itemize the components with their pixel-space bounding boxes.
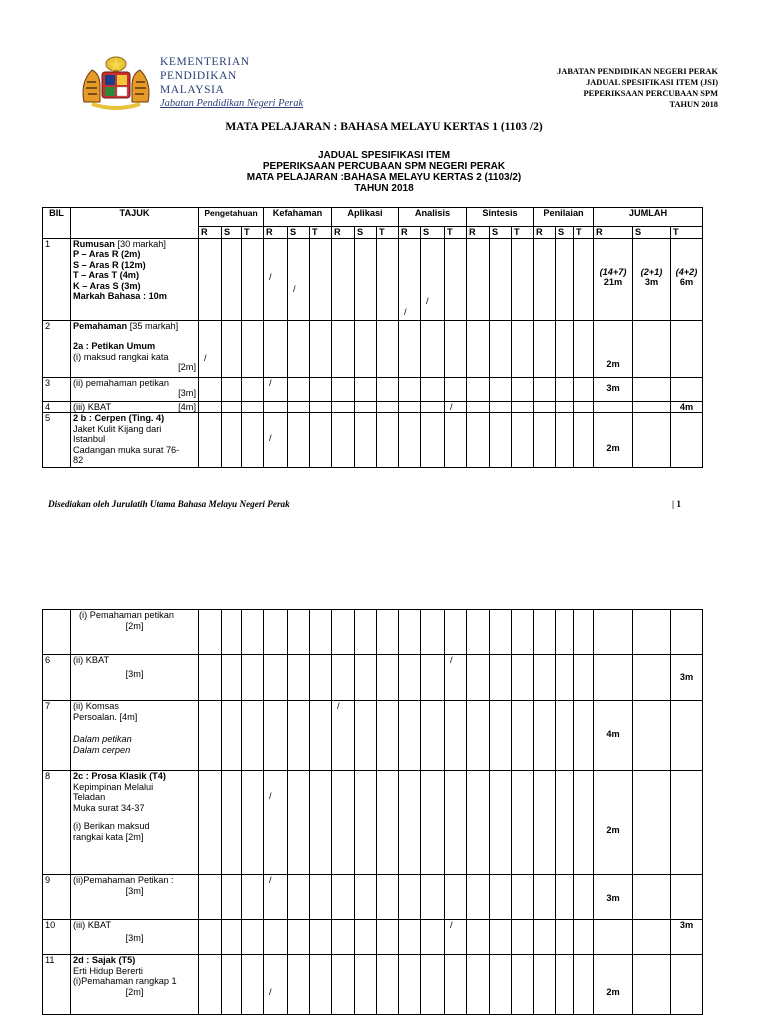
- subject-title: MATA PELAJARAN : BAHASA MELAYU KERTAS 1 (1103 /2): [225, 121, 543, 133]
- jumlah-r: 2m: [594, 771, 633, 875]
- tajuk-marks: [3m]: [178, 388, 196, 398]
- table-row: [43, 401, 703, 413]
- check-mark: /: [264, 238, 288, 320]
- tajuk-bold: 2d : Sajak (T5): [73, 955, 136, 965]
- ministry-line-1: KEMENTERIAN: [160, 56, 250, 68]
- tajuk-italic: Dalam petikan: [73, 734, 132, 744]
- jumlah-t: 3m: [671, 920, 703, 955]
- jumlah-r: 2m: [594, 413, 633, 468]
- tajuk-line: K – Aras S (3m): [73, 280, 141, 291]
- tajuk-item: (i) maksud rangkai kata: [73, 351, 169, 362]
- jsi-line-2: PEPERIKSAAN PERCUBAAN SPM NEGERI PERAK: [262, 161, 506, 172]
- col-s: S: [222, 227, 242, 239]
- row-bil: [43, 610, 71, 655]
- tajuk-bold: Rumusan: [73, 238, 115, 249]
- jsi-line-4: TAHUN 2018: [354, 183, 414, 194]
- table-row: [43, 377, 703, 401]
- tajuk-item: (i) Pemahaman petikan: [79, 610, 174, 620]
- col-s: S: [288, 227, 310, 239]
- col-s: S: [421, 227, 445, 239]
- jumlah-t: 3m: [671, 655, 703, 701]
- jumlah-r: 4m: [594, 701, 633, 771]
- tajuk-line: T – Aras T (4m): [73, 270, 140, 280]
- row-tajuk: [71, 610, 199, 655]
- tajuk-line: Kepimpinan Melalui: [73, 781, 154, 792]
- table-row: [43, 771, 703, 875]
- spec-table-page-2: [42, 609, 703, 1015]
- sintesis-header: Sintesis: [467, 208, 534, 227]
- tajuk-bold: Pemahaman: [73, 320, 128, 331]
- spec-table-page-1: [42, 207, 703, 468]
- col-t: T: [574, 227, 594, 239]
- malaysia-crest-logo: [74, 52, 158, 112]
- col-r: R: [199, 227, 222, 239]
- row-tajuk: [71, 875, 199, 920]
- row-bil: 6: [43, 655, 71, 701]
- col-t: T: [377, 227, 399, 239]
- check-mark: /: [445, 401, 467, 413]
- row-tajuk: [71, 401, 199, 413]
- jumlah-r: 2m: [594, 320, 633, 377]
- tajuk-item: (ii) Komsas: [73, 701, 119, 711]
- row-bil: 3: [43, 377, 71, 401]
- col-s: S: [490, 227, 512, 239]
- right-line-3: PEPERIKSAAN PERCUBAAN SPM: [583, 89, 718, 98]
- tajuk-marks: [2m]: [125, 986, 144, 997]
- col-t: T: [445, 227, 467, 239]
- tajuk-line: Muka surat 34-37: [73, 802, 145, 813]
- penilaian-header: Penilaian: [534, 208, 594, 227]
- col-r: R: [399, 227, 421, 239]
- table-row: [43, 320, 703, 377]
- row-tajuk: [71, 701, 199, 771]
- tajuk-line: P – Aras R (2m): [73, 249, 141, 259]
- check-mark: /: [264, 413, 288, 468]
- check-mark: /: [445, 920, 467, 955]
- check-mark: /: [264, 875, 288, 920]
- check-mark: /: [264, 771, 288, 875]
- row-bil: 10: [43, 920, 71, 955]
- col-r: R: [467, 227, 490, 239]
- tajuk-marks: [2m]: [178, 362, 196, 372]
- col-r: R: [332, 227, 355, 239]
- col-t: T: [671, 227, 703, 239]
- tajuk-note: [30 markah]: [114, 238, 166, 249]
- tajuk-item: (iii) KBAT: [73, 401, 112, 412]
- jumlah-t: (4+2) 6m: [671, 238, 703, 320]
- row-tajuk: [71, 771, 199, 875]
- tajuk-header: TAJUK: [71, 208, 199, 239]
- ministry-line-3: MALAYSIA: [160, 84, 225, 96]
- jumlah-r: 2m: [594, 955, 633, 1015]
- table-row: [43, 413, 703, 468]
- table-row: [43, 238, 703, 320]
- aplikasi-header: Aplikasi: [332, 208, 399, 227]
- jsi-title: [0, 150, 768, 194]
- pengetahuan-header: Pengetahuan: [199, 208, 264, 227]
- jsi-line-3: MATA PELAJARAN :BAHASA MELAYU KERTAS 2 (1103/2): [246, 172, 522, 183]
- row-bil: 2: [43, 320, 71, 377]
- page-number: | 1: [672, 499, 681, 509]
- table-row: [43, 920, 703, 955]
- tajuk-italic: Dalam cerpen: [73, 744, 131, 755]
- row-tajuk: [71, 377, 199, 401]
- col-s: S: [633, 227, 671, 239]
- check-mark: /: [264, 377, 288, 401]
- row-bil: 4: [43, 401, 71, 413]
- row-tajuk: [71, 238, 199, 320]
- jumlah-header: JUMLAH: [594, 208, 703, 227]
- check-mark: /: [264, 955, 288, 1015]
- tajuk-line: 82: [73, 455, 84, 465]
- check-mark: /: [332, 701, 355, 771]
- check-mark: /: [421, 238, 445, 320]
- kefahaman-header: Kefahaman: [264, 208, 332, 227]
- check-mark: /: [199, 320, 222, 377]
- analisis-header: Analisis: [399, 208, 467, 227]
- right-line-4: TAHUN 2018: [669, 100, 718, 109]
- table-row: [43, 655, 703, 701]
- tajuk-line: Teladan: [73, 792, 106, 802]
- col-r: R: [264, 227, 288, 239]
- jumlah-t: 4m: [671, 401, 703, 413]
- tajuk-line: (i)Pemahaman rangkap 1: [73, 976, 177, 986]
- row-tajuk: [71, 920, 199, 955]
- right-line-1: JABATAN PENDIDIKAN NEGERI PERAK: [557, 67, 718, 76]
- col-r: R: [594, 227, 633, 239]
- table-row: [43, 875, 703, 920]
- table-row: [43, 701, 703, 771]
- tajuk-marks: [3m]: [125, 885, 144, 896]
- table-row: [43, 610, 703, 655]
- table-row: [43, 955, 703, 1015]
- row-tajuk: [71, 413, 199, 468]
- row-bil: 9: [43, 875, 71, 920]
- tajuk-line: Cadangan muka surat 76-: [73, 444, 180, 455]
- tajuk-note: [35 markah]: [127, 320, 179, 331]
- bil-header: BIL: [43, 208, 71, 239]
- row-bil: 1: [43, 238, 71, 320]
- jabatan-name: Jabatan Pendidikan Negeri Perak: [160, 98, 304, 109]
- tajuk-item: (ii) pemahaman petikan: [73, 377, 170, 388]
- check-mark: /: [445, 655, 467, 701]
- tajuk-line: Istanbul: [73, 434, 106, 444]
- row-bil: 5: [43, 413, 71, 468]
- tajuk-bold: 2 b : Cerpen (Ting. 4): [73, 413, 165, 423]
- tajuk-item: Persoalan. [4m]: [73, 711, 138, 722]
- check-mark: /: [399, 238, 421, 320]
- jumlah-s: (2+1) 3m: [633, 238, 671, 320]
- jumlah-r: (14+7) 21m: [594, 238, 633, 320]
- col-t: T: [242, 227, 264, 239]
- row-tajuk: [71, 320, 199, 377]
- row-tajuk: [71, 955, 199, 1015]
- tajuk-bold: 2c : Prosa Klasik (T4): [73, 771, 166, 781]
- tajuk-line: rangkai kata [2m]: [73, 831, 144, 842]
- tajuk-item: (ii)Pemahaman Petikan :: [73, 875, 174, 885]
- col-r: R: [534, 227, 556, 239]
- check-mark: /: [288, 238, 310, 320]
- tajuk-item: (ii) KBAT: [73, 655, 110, 665]
- tajuk-marks: [4m]: [178, 401, 196, 412]
- ministry-name: [160, 55, 303, 111]
- tajuk-line: Erti Hidup Bererti: [73, 965, 143, 976]
- tajuk-line: Markah Bahasa : 10m: [73, 291, 167, 301]
- jumlah-r: 3m: [594, 875, 633, 920]
- row-bil: 11: [43, 955, 71, 1015]
- row-bil: 8: [43, 771, 71, 875]
- document-heading-right: [557, 66, 718, 110]
- row-bil: 7: [43, 701, 71, 771]
- jumlah-r: 3m: [594, 377, 633, 401]
- tajuk-line: (i) Berikan maksud: [73, 821, 150, 831]
- tajuk-sub: 2a : Petikan Umum: [73, 341, 156, 351]
- tajuk-line: Jaket Kulit Kijang dari: [73, 423, 162, 434]
- row-tajuk: [71, 655, 199, 701]
- col-s: S: [355, 227, 377, 239]
- tajuk-marks: [3m]: [125, 668, 144, 679]
- jsi-line-1: JADUAL SPESIFIKASI ITEM: [317, 150, 451, 161]
- col-t: T: [512, 227, 534, 239]
- right-line-2: JADUAL SPESIFIKASI ITEM (JSI): [586, 78, 718, 87]
- tajuk-marks: [2m]: [125, 620, 144, 631]
- tajuk-marks: [3m]: [125, 932, 144, 943]
- col-t: T: [310, 227, 332, 239]
- tajuk-line: S – Aras R (12m): [73, 259, 146, 270]
- footer-credit: Disediakan oleh Jurulatih Utama Bahasa Melayu Negeri Perak: [48, 499, 290, 509]
- col-s: S: [556, 227, 574, 239]
- tajuk-item: (iii) KBAT: [73, 920, 112, 930]
- ministry-line-2: PENDIDIKAN: [160, 70, 237, 82]
